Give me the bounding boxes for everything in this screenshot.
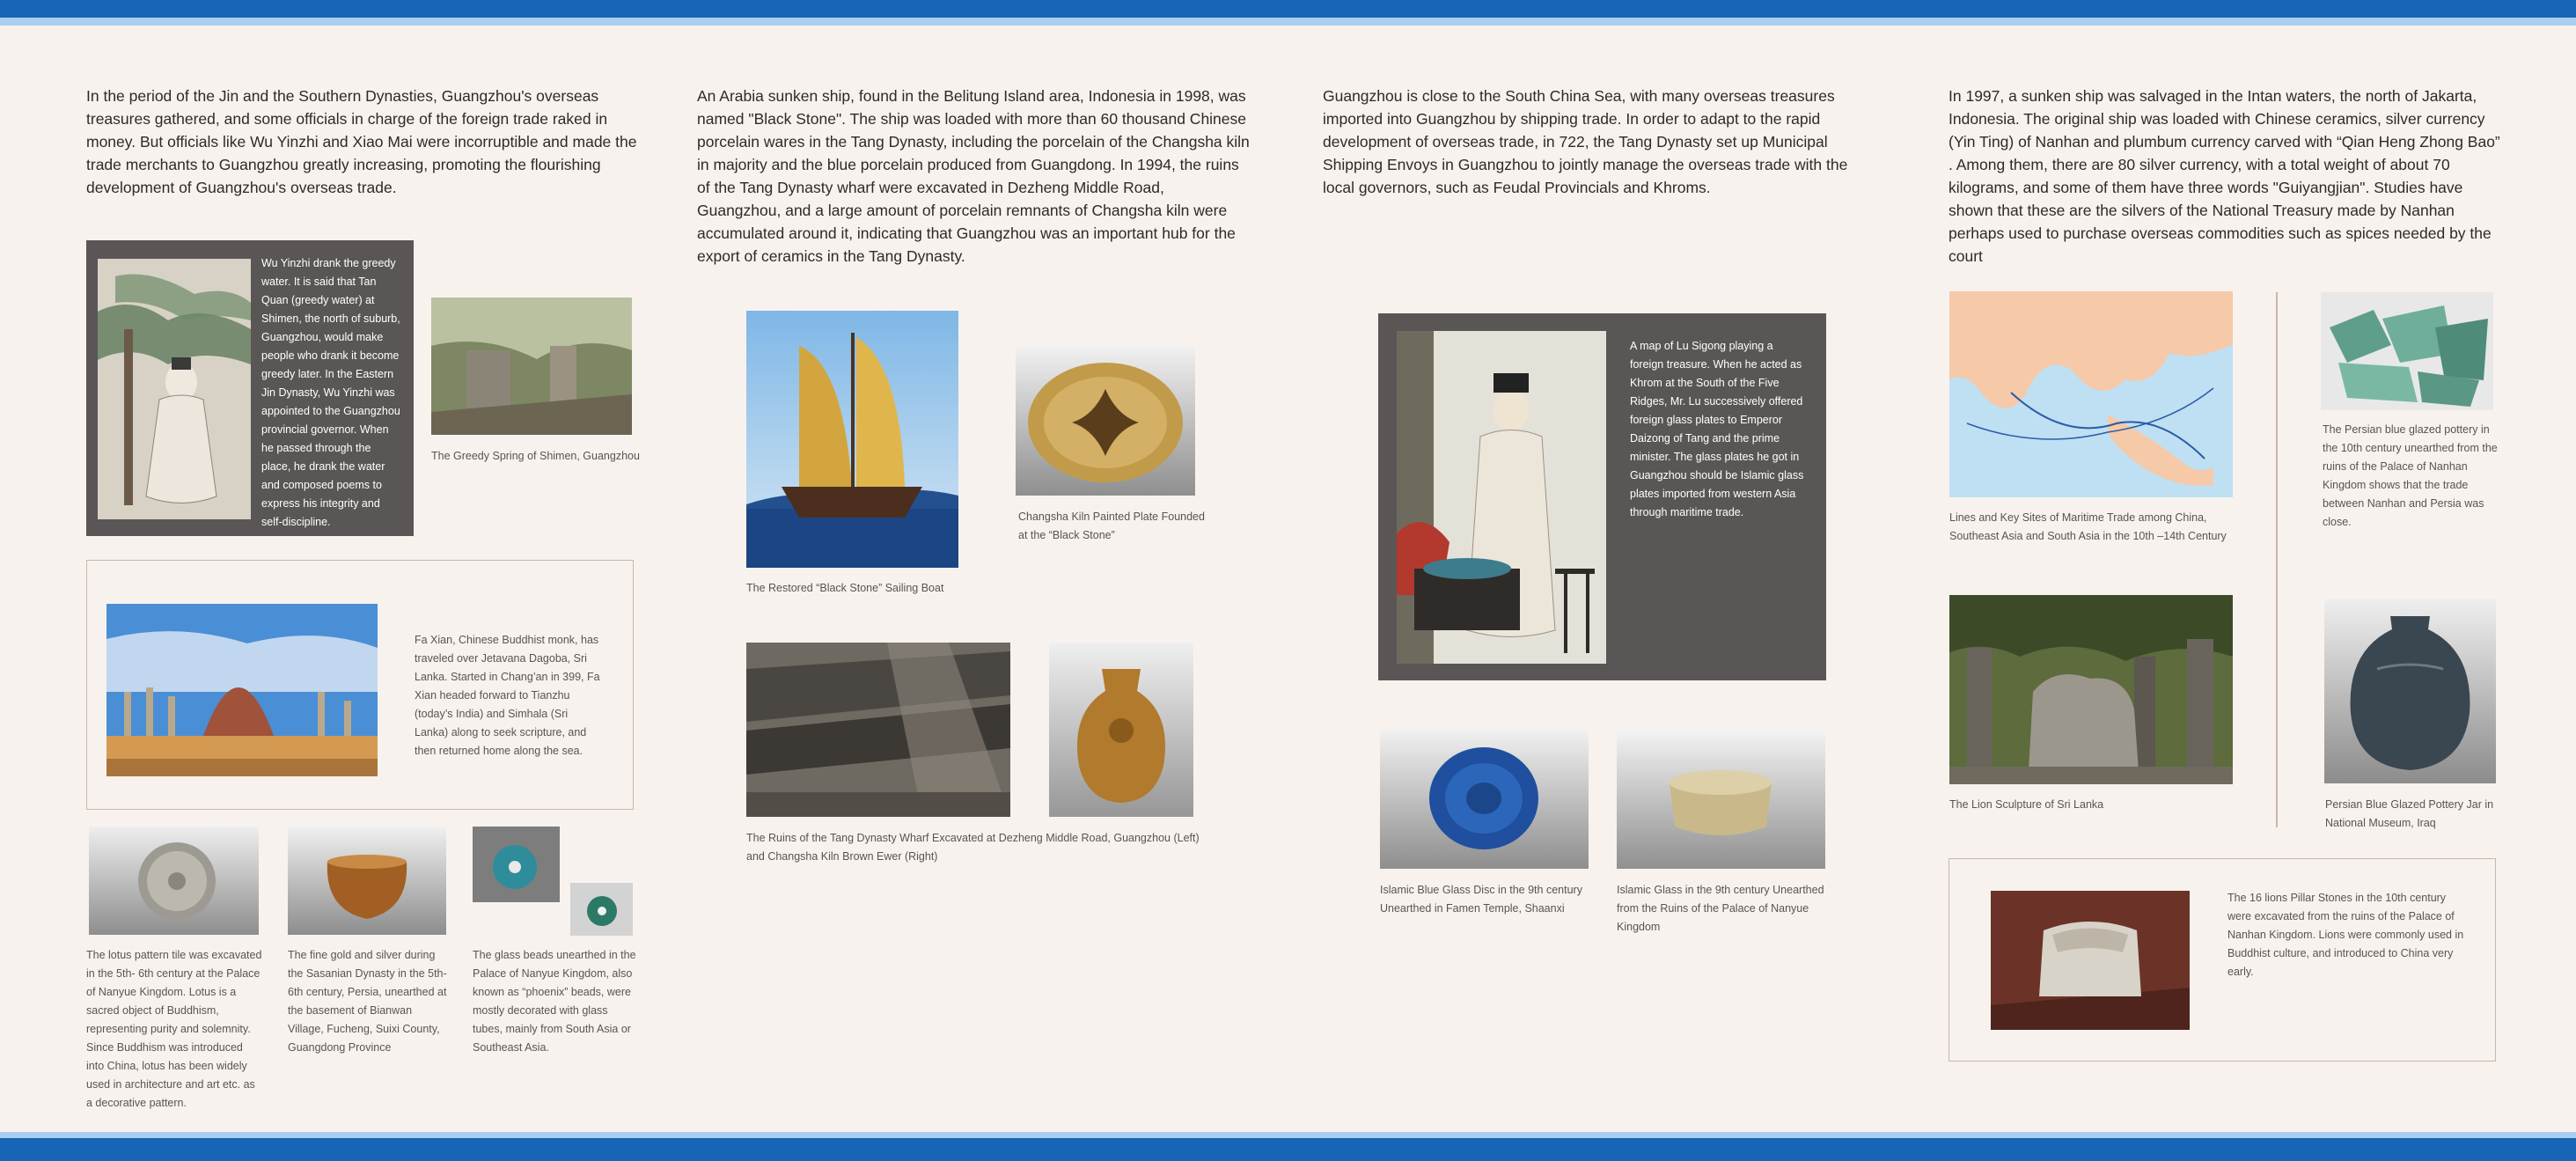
changsha-plate-photo <box>1016 345 1195 496</box>
jar-caption: Persian Blue Glazed Pottery Jar in National Museum, Iraq <box>2325 798 2494 829</box>
blue-glass-disc-photo <box>1380 730 1589 869</box>
brown-ewer-photo <box>1049 643 1193 817</box>
bowl-caption: The fine gold and silver during the Sasanian Dynasty in the 5th-6th century, Persia, unearthed at the basement of Bianwan Village, Fucheng, Suixi County, Guangdong Province <box>288 949 447 1054</box>
lion-pillar-stone-photo <box>1991 891 2190 1030</box>
map-caption: Lines and Key Sites of Maritime Trade among China, Southeast Asia and South Asia in the 10th –14th Century <box>1949 511 2227 542</box>
greedy-spring-photo <box>431 298 632 435</box>
col4-intro: In 1997, a sunken ship was salvaged in the Intan waters, the north of Jakarta, Indonesia. The original ship was loaded with Chinese ceramics, silver currency (Yin Ting) of Nanhan and plumbum currency carved with “Qian Heng Zhong Bao” . Among them, there are 80 silver currency, with a total weight of about 70 kilograms, and some of them have three words "Guiyangjian". Studies have shown that these are the silvers of the National Treasury made by Nanhan perhaps used to purchase overseas commodities such as spices needed by the court <box>1949 87 2500 265</box>
jetavana-dagoba-photo <box>106 604 378 776</box>
lion-pillar-text: The 16 lions Pillar Stones in the 10th century were excavated from the ruins of the Palace of Nanhan Kingdom. Lions were commonly used in Buddhist culture, and introduced to China very early. <box>2227 892 2464 978</box>
lotus-tile-photo <box>89 827 259 935</box>
blue-disc-caption: Islamic Blue Glass Disc in the 9th century Unearthed in Famen Temple, Shaanxi <box>1380 884 1582 915</box>
gold-silver-bowl-photo <box>288 827 446 935</box>
wharf-caption: The Ruins of the Tang Dynasty Wharf Excavated at Dezheng Middle Road, Guangzhou (Left) and Changsha Kiln Brown Ewer (Right) <box>746 832 1200 863</box>
beads-caption: The glass beads unearthed in the Palace of Nanyue Kingdom, also known as “phoenix” beads, were mostly decorated with glass tubes, mainly from South Asia or Southeast Asia. <box>473 949 636 1054</box>
maritime-trade-map <box>1949 291 2233 497</box>
bottom-band <box>0 1138 2576 1161</box>
col2-intro: An Arabia sunken ship, found in the Belitung Island area, Indonesia in 1998, was named "Black Stone". The ship was loaded with more than 60 thousand Chinese porcelain wares in the Tang Dynasty, including the porcelain of the Changsha kiln in majority and the blue porcelain produced from Guangdong. In 1994, the ruins of the Tang Dynasty wharf were excavated in Dezheng Middle Road, Guangzhou, and a large amount of porcelain remnants of Changsha kiln were accumulated around it, indicating that Guangzhou was an important hub for the export of ceramics in the Tang Dynasty. <box>697 87 1250 265</box>
sri-lanka-lion-photo <box>1949 595 2233 784</box>
ship-caption: The Restored “Black Stone” Sailing Boat <box>746 582 944 594</box>
greedy-spring-caption: The Greedy Spring of Shimen, Guangzhou <box>431 450 640 462</box>
black-stone-ship-photo <box>746 311 958 568</box>
islamic-glass-caption: Islamic Glass in the 9th century Unearthed from the Ruins of the Palace of Nanyue Kingdom <box>1617 884 1824 933</box>
plate-caption: Changsha Kiln Painted Plate Founded at the “Black Stone” <box>1018 511 1205 541</box>
glass-bead-large-photo <box>473 827 560 902</box>
lion-caption: The Lion Sculpture of Sri Lanka <box>1949 798 2104 811</box>
top-band <box>0 0 2576 18</box>
top-band-light <box>0 18 2576 26</box>
persian-jar-photo <box>2324 599 2496 783</box>
wu-yinzhi-painting <box>98 259 251 519</box>
bottom-band-light <box>0 1132 2576 1138</box>
tang-wharf-ruins-photo <box>746 643 1010 817</box>
wu-yinzhi-text: Wu Yinzhi drank the greedy water. It is said that Tan Quan (greedy water) at Shimen, the north of suburb, Guangzhou, would make people who drank it become greedy later. In the Eastern Jin Dynasty, Wu Yinzhi was appointed to the Guangzhou provincial governor. When he passed through the place, he drank the water and composed poems to express his integrity and self-discipline. <box>261 257 400 528</box>
lu-sigong-figure <box>1397 331 1606 664</box>
col3-intro: Guangzhou is close to the South China Sea, with many overseas treasures imported into Guangzhou by shipping trade. In order to adapt to the rapid development of overseas trade, in 722, the Tang Dynasty set up Municipal Shipping Envoys in Guangzhou to jointly manage the overseas trade with the local governors, such as Feudal Provincials and Khroms. <box>1323 87 1848 196</box>
islamic-glass-photo <box>1617 730 1825 869</box>
lotus-caption: The lotus pattern tile was excavated in the 5th- 6th century at the Palace of Nanyue Kingdom. Lotus is a sacred object of Buddhism, representing purity and solemnity. Since Buddhism was introduced into China, lotus has been widely used in architecture and art etc. as a decorative pattern. <box>86 949 262 1109</box>
column-divider <box>2276 292 2278 827</box>
persian-pottery-caption: The Persian blue glazed pottery in the 10th century unearthed from the ruins of the Palace of Nanhan Kingdom shows that the trade between Nanhan and Persia was close. <box>2323 423 2498 528</box>
col1-intro: In the period of the Jin and the Southern Dynasties, Guangzhou's overseas treasures gathered, and some officials in charge of the foreign trade raked in money. But officials like Wu Yinzhi and Xiao Mai were incorruptible and made the trade merchants to Guangzhou greatly increasing, promoting the flourishing development of Guangzhou's overseas trade. <box>86 87 637 196</box>
fa-xian-text: Fa Xian, Chinese Buddhist monk, has traveled over Jetavana Dagoba, Sri Lanka. Started in Chang’an in 399, Fa Xian headed forward to Tianzhu (today’s India) and Simhala (Sri Lanka) along to seek scripture, and then returned home along the sea. <box>415 634 600 757</box>
glass-bead-small-photo <box>570 883 633 936</box>
lu-sigong-text: A map of Lu Sigong playing a foreign treasure. When he acted as Khrom at the South of the Five Ridges, Mr. Lu successively offered foreign glass plates to Emperor Daizong of Tang and the prime minister. The glass plates he got in Guangzhou should be Islamic glass plates imported from western Asia through maritime trade. <box>1630 340 1804 518</box>
persian-pottery-photo <box>2321 292 2493 410</box>
